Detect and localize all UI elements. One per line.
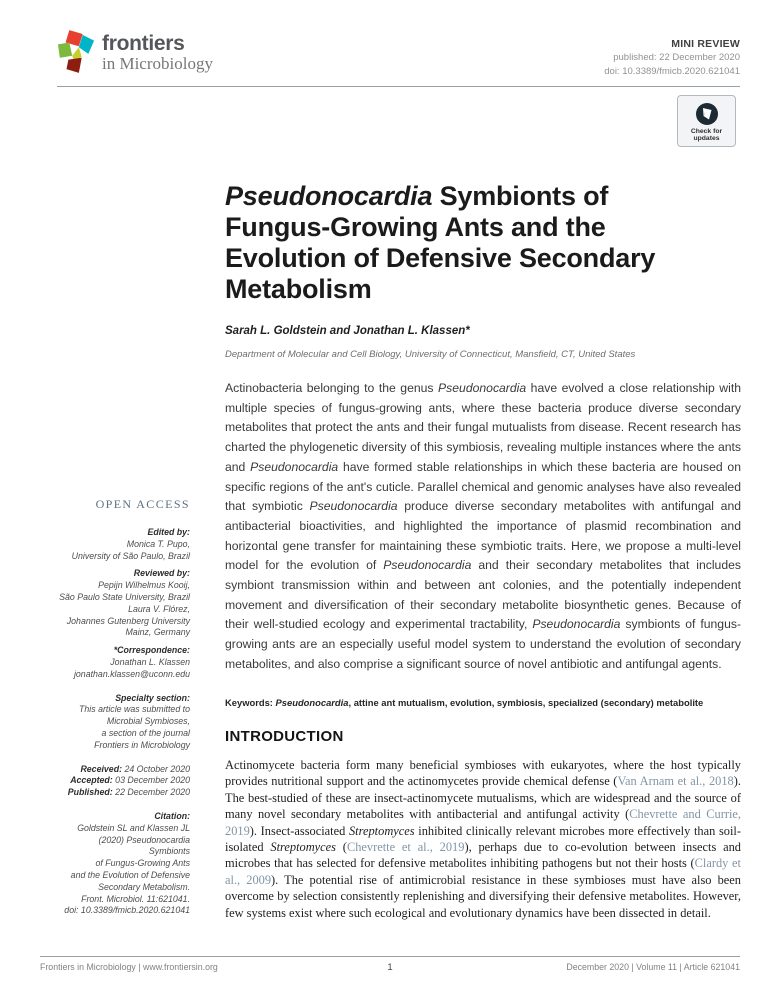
sidebar-label-edited-by: Edited by: (147, 527, 190, 537)
sidebar-line: Laura V. Flórez, (128, 603, 190, 614)
keywords-line: Keywords: Pseudonocardia, attine ant mutualism, evolution, symbiosis, specialized (secondary) metabolite (225, 697, 704, 708)
introduction-paragraph: Actinomycete bacteria form many beneficial symbioses with eukaryotes, where the host typically provides nutritional support and the actinomycetes provide chemical defense (Van Arnam et al., 2018). The best-studied of these are insect-actinomycete mutualisms, which are widespread and the source of many novel secondary metabolites with antibacterial and antifungal activity (Chevrette and Currie, 2019). Insect-associated Streptomyces inhibited clinically relevant microbes more effectively than soil-isolated Streptomyces (Chevrette et al., 2019), perhaps due to co-evolution between insects and microbes that has selected for defensive metabolites inhibiting pathogens but not their hosts (Clardy et al., 2009). The potential rise of antimicrobial resistance in these symbioses must have also been overcome by selection consistently replenishing and diversifying their defensive metabolites. However, few systems exist where such ecological and evolutionary dynamics have been dissected in detail. (225, 758, 741, 920)
sidebar-line: Secondary Metabolism. (98, 881, 190, 892)
sidebar-block-dates (57, 764, 190, 799)
abstract-paragraph: Actinobacteria belonging to the genus Pseudonocardia have evolved a close relationship with multiple species of fungus-growing ants, where these bacteria produce diverse secondary metabolites that protect the ants and their fungal mutualists from disease. Recent research has charted the phylogenetic diversity of this symbiosis, revealing multiple instances where the ants and Pseudonocardia have formed stable relationships in which these bacteria are housed on specific regions of the ant's cuticle. Parallel chemical and genomic analyses have also revealed that symbiotic Pseudonocardia produce diverse secondary metabolites with antifungal and antibacterial bioactivities, and highlighted the importance of plasmid recombination and horizontal gene transfer for maintaining these symbiotic traits. Here, we propose a multi-level model for the evolution of Pseudonocardia and their secondary metabolites that includes symbiont transmission within and between ant colonies, and the potentially independent movement and diversification of their secondary metabolite biosynthetic genes. Because of their well-studied ecology and experimental tractability, Pseudonocardia symbionts of fungus-growing ants are an especially useful model system to understand the evolution of secondary metabolites, and also comprise a significant source of novel antibiotic and antifungal agents. (225, 381, 741, 671)
frontiers-kaleidoscope-icon (57, 29, 95, 75)
correspondence-email[interactable]: jonathan.klassen@uconn.edu (73, 668, 190, 679)
citation-link[interactable]: Van Arnam et al., 2018 (617, 774, 734, 789)
logo-journal-name: in Microbiology (102, 54, 213, 73)
logo-brand: frontiers (102, 32, 185, 55)
sidebar-block-specialty-section (57, 693, 190, 752)
check-updates-label: Check for updates (690, 127, 723, 142)
frontiers-logo (57, 29, 213, 75)
sidebar-label-correspondence: *Correspondence: (113, 645, 190, 656)
sidebar-line: University of São Paulo, Brazil (71, 550, 190, 561)
sidebar-label-specialty-section: Specialty section: (115, 692, 190, 703)
header-meta-block (604, 38, 740, 78)
check-for-updates-badge[interactable] (677, 95, 736, 147)
sidebar-line: Johannes Gutenberg University (66, 615, 190, 626)
sidebar-block-reviewed-by (57, 568, 190, 639)
open-access-label: OPEN ACCESS (95, 497, 190, 511)
sidebar-block-citation (57, 811, 190, 917)
sidebar-label-reviewed-by: Reviewed by: (133, 568, 190, 579)
logo-wordmark (102, 29, 213, 73)
sidebar-line: Goldstein SL and Klassen JL (77, 822, 190, 833)
footer-issue-info: December 2020 | Volume 11 | Article 621041 (566, 962, 740, 972)
sidebar-line: Jonathan L. Klassen (110, 656, 190, 667)
sidebar-block-edited-by (57, 527, 190, 562)
citation-link[interactable]: Clardy et al., 2009 (225, 856, 741, 887)
sidebar-line: Microbial Symbioses, (106, 716, 190, 727)
sidebar-line: doi: 10.3389/fmicb.2020.621041 (64, 905, 190, 916)
sidebar-line: This article was submitted to (79, 704, 190, 715)
page-number: 1 (387, 962, 393, 973)
sidebar-line: and the Evolution of Defensive (70, 869, 190, 880)
sidebar-line: Monica T. Pupo, (126, 538, 190, 549)
sidebar-line: Front. Microbiol. 11:621041. (81, 893, 190, 904)
author-list: Sarah L. Goldstein and Jonathan L. Klassen* (225, 325, 470, 337)
sidebar-date-line: Published: 22 December 2020 (67, 787, 190, 798)
sidebar-line: Mainz, Germany (125, 627, 190, 638)
sidebar-line: Pepijn Wilhelmus Kooij, (98, 580, 190, 591)
sidebar-date-line: Accepted: 03 December 2020 (70, 775, 190, 786)
citation-link[interactable]: Chevrette et al., 2019 (346, 840, 465, 855)
article-type-label: MINI REVIEW (671, 38, 740, 50)
crossmark-icon (695, 102, 719, 126)
header-divider (57, 86, 740, 87)
sidebar-line: Frontiers in Microbiology (94, 739, 190, 750)
doi-line[interactable]: doi: 10.3389/fmicb.2020.621041 (604, 66, 740, 77)
introduction-heading: INTRODUCTION (225, 728, 344, 745)
published-date: published: 22 December 2020 (613, 52, 740, 63)
citation-link[interactable]: Chevrette and Currie, 2019 (225, 807, 741, 838)
sidebar-block-correspondence (57, 645, 190, 680)
footer-journal-url[interactable]: Frontiers in Microbiology | www.frontiersin.org (40, 962, 218, 972)
sidebar-label-citation: Citation: (154, 810, 190, 821)
affiliation: Department of Molecular and Cell Biology, University of Connecticut, Mansfield, CT, United States (225, 349, 636, 360)
sidebar-line: (2020) Pseudonocardia Symbionts (98, 834, 190, 857)
page-footer (40, 962, 740, 973)
sidebar-date-line: Received: 24 October 2020 (80, 763, 190, 774)
article-title: Pseudonocardia Symbionts of Fungus-Growing Ants and the Evolution of Defensive Secondary Metabolism (225, 181, 656, 304)
footer-divider (40, 956, 740, 957)
sidebar-line: a section of the journal (101, 727, 190, 738)
sidebar-line: of Fungus-Growing Ants (95, 858, 190, 869)
sidebar-line: São Paulo State University, Brazil (59, 591, 190, 602)
article-info-sidebar (57, 497, 190, 923)
